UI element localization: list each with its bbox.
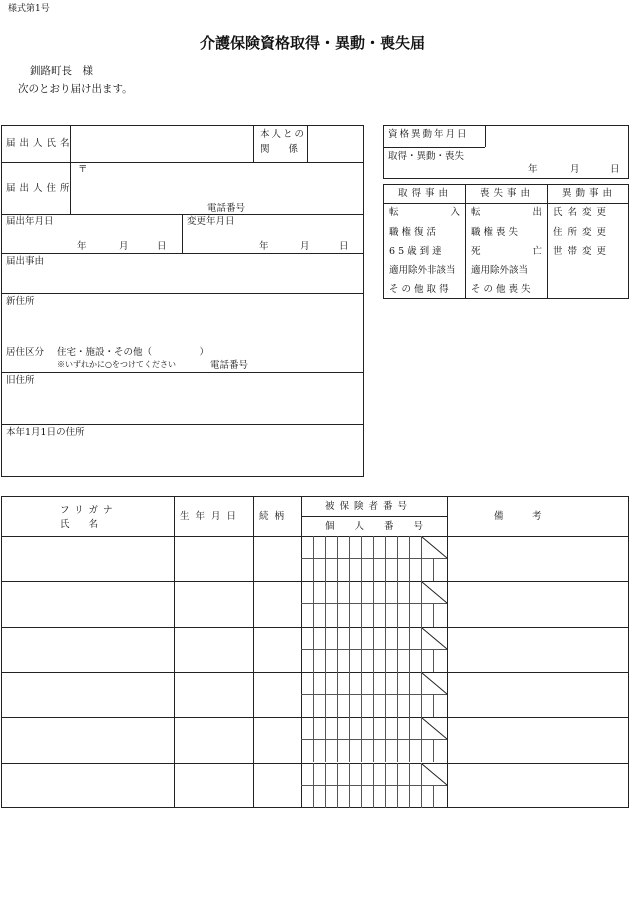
digit-cell-line <box>313 672 314 717</box>
new-address-field[interactable] <box>3 308 363 344</box>
jan1-address-label: 本年1月1日の住所 <box>6 427 85 438</box>
slash-mark <box>421 763 448 786</box>
slash-mark <box>421 717 448 740</box>
loss-reason-item[interactable] <box>471 247 542 257</box>
right-date-year: 年 <box>528 164 538 175</box>
digit-cell-line <box>349 581 350 626</box>
digit-cell-line <box>409 717 410 762</box>
old-address-label: 旧住所 <box>6 375 35 386</box>
digit-cell-line <box>433 603 434 626</box>
qualification-change-date-label: 資格異動年月日 <box>388 129 469 140</box>
digit-cell-line <box>349 717 350 762</box>
digit-cell-line <box>397 581 398 626</box>
digit-cell-line <box>325 536 326 581</box>
change-date-day: 日 <box>339 241 349 252</box>
personal-number-header: 個人番号 <box>325 521 444 532</box>
slash-mark <box>421 672 448 695</box>
change-date-year: 年 <box>259 241 269 252</box>
digit-cell-line <box>349 763 350 808</box>
notifier-address-label: 届出人住所 <box>6 183 74 194</box>
digit-cell-line <box>409 627 410 672</box>
digit-cell-line <box>433 558 434 581</box>
loss-reason-item[interactable] <box>471 285 542 295</box>
row-divider <box>1 672 629 673</box>
loss-header: 喪失事由 <box>480 188 535 199</box>
digit-cell-line <box>325 627 326 672</box>
right-date-day: 日 <box>610 164 620 175</box>
residence-note: ※いずれかに○をつけてください <box>57 360 176 369</box>
digit-cell-line <box>409 581 410 626</box>
birthdate-header: 生年月日 <box>180 511 243 522</box>
digit-cell-line <box>373 581 374 626</box>
digit-cell-line <box>385 627 386 672</box>
digit-cell-line <box>433 649 434 672</box>
reason-label: 届出事由 <box>6 256 45 267</box>
digit-cell-line <box>337 672 338 717</box>
furigana-header: フリガナ <box>60 505 118 516</box>
digit-cell-line <box>385 672 386 717</box>
old-address-field[interactable] <box>3 388 363 422</box>
reason-table <box>383 184 629 299</box>
digit-cell-line <box>337 763 338 808</box>
digit-cell-line <box>433 739 434 762</box>
loss-reason-item[interactable] <box>471 266 542 276</box>
residence-type-label: 居住区分 <box>6 347 45 358</box>
row-divider <box>1 763 629 764</box>
intro-text: 次のとおり届け出ます。 <box>18 83 133 95</box>
residence-options[interactable]: 住宅・施設・その他（ ） <box>57 347 210 358</box>
digit-cell-line <box>373 536 374 581</box>
digit-cell-line <box>397 627 398 672</box>
relation-header: 続柄 <box>259 511 291 522</box>
page-title: 介護保険資格取得・異動・喪失届 <box>200 34 426 52</box>
acquisition-reason-item-label: 適用除外非該当 <box>389 265 456 276</box>
digit-cell-line <box>373 672 374 717</box>
notification-date-year: 年 <box>77 241 87 252</box>
acquisition-reason-item-label: 転 <box>389 207 399 218</box>
name-header: 氏 名 <box>60 519 99 530</box>
form-number: 様式第1号 <box>8 4 50 14</box>
remarks-header: 備 考 <box>494 511 542 522</box>
digit-cell-line <box>385 581 386 626</box>
notifier-name-field[interactable] <box>72 127 252 161</box>
notifier-address-field[interactable] <box>72 164 362 202</box>
slash-mark <box>421 581 448 604</box>
digit-cell-line <box>325 581 326 626</box>
relationship-label-line1: 本人との <box>260 129 307 140</box>
phone-label: 電話番号 <box>207 203 246 214</box>
digit-cell-line <box>313 581 314 626</box>
digit-cell-line <box>325 672 326 717</box>
notifier-name-label: 届出人氏名 <box>6 138 74 149</box>
acquisition-reason-item[interactable] <box>389 208 460 218</box>
digit-cell-line <box>313 717 314 762</box>
loss-reason-item-label: 職 権 喪 失 <box>471 227 519 238</box>
digit-cell-line <box>337 627 338 672</box>
loss-reason-item-label: 適用除外該当 <box>471 265 529 276</box>
new-address-label: 新住所 <box>6 296 35 307</box>
row-divider <box>1 627 629 628</box>
loss-reason-item-label: 転 <box>471 207 481 218</box>
change-date-label: 変更年月日 <box>187 216 235 227</box>
change-header: 異動事由 <box>562 188 617 199</box>
digit-cell-line <box>385 717 386 762</box>
digit-cell-line <box>337 581 338 626</box>
digit-cell-line <box>337 536 338 581</box>
loss-reason-item-label-end: 出 <box>532 207 542 218</box>
notification-date-month: 月 <box>119 241 129 252</box>
acquisition-reason-item-label-end: 入 <box>450 207 460 218</box>
notification-date-label: 届出年月日 <box>6 216 54 227</box>
digit-cell-line <box>433 694 434 717</box>
loss-reason-item-label: 死 <box>471 246 481 257</box>
reason-field[interactable] <box>3 268 363 292</box>
digit-cell-line <box>349 627 350 672</box>
digit-cell-line <box>397 717 398 762</box>
change-date-month: 月 <box>300 241 310 252</box>
digit-cell-line <box>313 627 314 672</box>
digit-cell-line <box>361 536 362 581</box>
digit-cell-line <box>409 672 410 717</box>
jan1-address-field[interactable] <box>3 440 363 474</box>
change-reason-item[interactable]: 住 所 変 更 <box>553 227 608 238</box>
acquisition-reason-item-label: 6 5 歳 到 達 <box>389 246 442 257</box>
digit-cell-line <box>325 763 326 808</box>
digit-cell-line <box>361 763 362 808</box>
slash-mark <box>421 536 448 559</box>
insured-number-header: 被保険者番号 <box>325 501 413 512</box>
notification-date-day: 日 <box>157 241 167 252</box>
acquisition-header: 取得事由 <box>398 188 453 199</box>
loss-reason-item[interactable] <box>471 228 542 238</box>
digit-cell-line <box>325 717 326 762</box>
acquisition-reason-item[interactable] <box>389 247 460 257</box>
relationship-label-line2: 関 係 <box>260 144 299 155</box>
postal-mark: 〒 <box>78 164 88 175</box>
digit-cell-line <box>361 627 362 672</box>
digit-cell-line <box>409 763 410 808</box>
digit-cell-line <box>373 763 374 808</box>
right-date-month: 月 <box>570 164 580 175</box>
acquisition-reason-item-label: そ の 他 取 得 <box>389 284 449 295</box>
addressee: 釧路町長 様 <box>30 65 93 77</box>
digit-cell-line <box>409 536 410 581</box>
phone-label-2: 電話番号 <box>210 360 249 371</box>
digit-cell-line <box>337 717 338 762</box>
loss-reason-item-label-end: 亡 <box>532 246 542 257</box>
digit-cell-line <box>373 627 374 672</box>
slash-mark <box>421 627 448 650</box>
digit-cell-line <box>397 672 398 717</box>
relationship-field[interactable] <box>309 127 362 161</box>
change-type-options[interactable]: 取得・異動・喪失 <box>388 151 465 162</box>
digit-cell-line <box>433 785 434 808</box>
digit-cell-line <box>361 717 362 762</box>
change-reason-item[interactable]: 世 帯 変 更 <box>553 246 608 257</box>
digit-cell-line <box>385 763 386 808</box>
digit-cell-line <box>385 536 386 581</box>
acquisition-reason-item[interactable] <box>389 266 460 276</box>
digit-cell-line <box>349 672 350 717</box>
acquisition-reason-item[interactable] <box>389 228 460 238</box>
digit-cell-line <box>361 672 362 717</box>
digit-cell-line <box>397 536 398 581</box>
digit-cell-line <box>313 536 314 581</box>
loss-reason-item[interactable] <box>471 208 542 218</box>
digit-cell-line <box>397 763 398 808</box>
acquisition-reason-item-label: 職 権 復 活 <box>389 227 437 238</box>
row-divider <box>1 717 629 718</box>
digit-cell-line <box>349 536 350 581</box>
digit-cell-line <box>361 581 362 626</box>
acquisition-reason-item[interactable] <box>389 285 460 295</box>
loss-reason-item-label: そ の 他 喪 失 <box>471 284 531 295</box>
digit-cell-line <box>373 717 374 762</box>
change-reason-item[interactable]: 氏 名 変 更 <box>553 207 608 218</box>
digit-cell-line <box>313 763 314 808</box>
row-divider <box>1 581 629 582</box>
